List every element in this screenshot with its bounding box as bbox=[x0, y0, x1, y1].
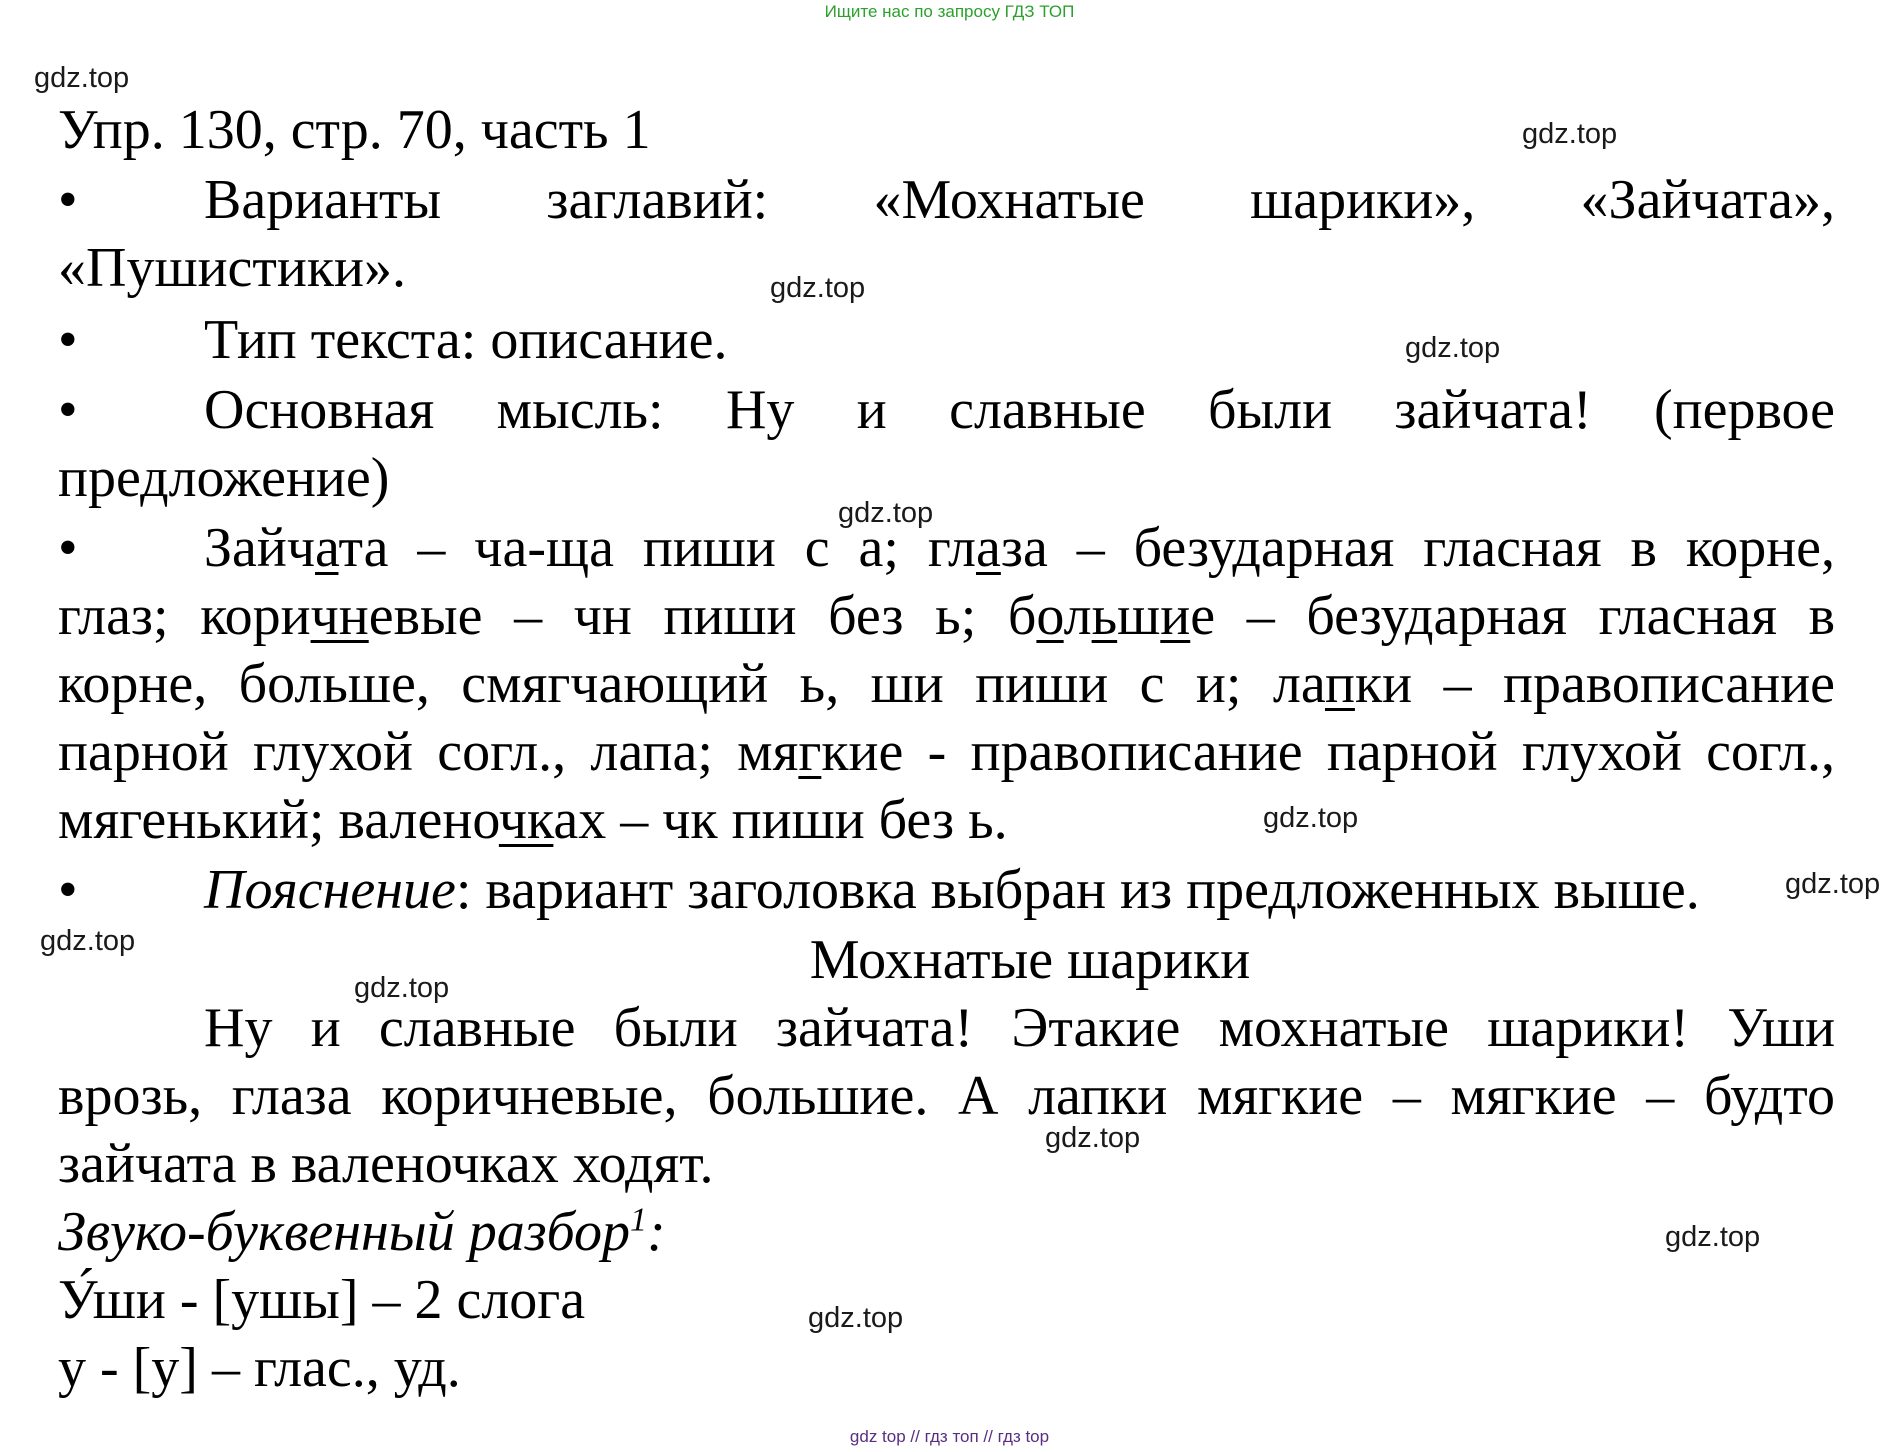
bullet: • bbox=[58, 517, 78, 579]
spelling-line3: корне, больше, смягчающий ь, ши пиши с и; лапки – правописание bbox=[58, 653, 1836, 715]
explanation: Пояснение: вариант заголовка выбран из предложенных выше. bbox=[204, 859, 1700, 921]
text-type: Тип текста: описание. bbox=[204, 309, 728, 371]
title-variants-line1: Варианты заглавий: «Мохнатые шарики», «Зайчата», bbox=[204, 169, 1836, 231]
bullet: • bbox=[58, 859, 78, 921]
watermark: gdz.top bbox=[1665, 1221, 1761, 1253]
footnote-mark: 1 bbox=[630, 1201, 648, 1239]
bullet: • bbox=[58, 379, 78, 441]
story-title: Мохнатые шарики bbox=[809, 929, 1251, 991]
story-line2: врозь, глаза коричневые, большие. А лапки мягкие – мягкие – будто bbox=[58, 1065, 1835, 1127]
analysis-heading: Звуко-буквенный разбор$^1$: bbox=[58, 1201, 666, 1263]
spelling-line2: глаз; коричневые – чн пиши без ь; большие – безударная гласная в bbox=[58, 585, 1836, 647]
watermark: gdz.top bbox=[1785, 868, 1881, 900]
analysis-line2: у - [у] – глас., уд. bbox=[58, 1337, 461, 1399]
watermark: gdz.top bbox=[808, 1302, 904, 1334]
story-line1: Ну и славные были зайчата! Этакие мохнатые шарики! Уши bbox=[204, 997, 1836, 1059]
bullet: • bbox=[58, 169, 78, 231]
watermark: gdz.top bbox=[354, 972, 450, 1004]
watermark: gdz.top bbox=[770, 272, 866, 304]
spelling-line5: мягенький; валеночках – чк пиши без ь. bbox=[58, 789, 1008, 851]
watermark: gdz.top bbox=[838, 497, 934, 529]
analysis-line1: У́ши - [ушы] – 2 слога bbox=[58, 1269, 586, 1331]
story-line3: зайчата в валеночках ходят. bbox=[58, 1133, 714, 1195]
watermark: gdz.top bbox=[40, 925, 136, 957]
explanation-label: Пояснение bbox=[204, 859, 456, 921]
footer-links[interactable]: gdz top // гдз топ // гдз top bbox=[849, 1427, 1050, 1446]
spelling-line4: парной глухой согл., лапа; мягкие - правописание парной глухой согл., bbox=[58, 721, 1836, 783]
spelling-line1: Зайчата – ча-ща пиши с а; глаза – безударная гласная в корне, bbox=[204, 517, 1836, 579]
bullet: • bbox=[58, 309, 78, 371]
watermark: gdz.top bbox=[1405, 332, 1501, 364]
main-idea-line2: предложение) bbox=[58, 447, 390, 509]
main-idea-line1: Основная мысль: Ну и славные были зайчата! (первое bbox=[204, 379, 1836, 441]
title-variants-line2: «Пушистики». bbox=[58, 237, 407, 299]
watermark: gdz.top bbox=[34, 62, 130, 94]
watermark: gdz.top bbox=[1045, 1122, 1141, 1154]
top-banner[interactable]: Ищите нас по запросу ГДЗ ТОП bbox=[824, 2, 1075, 21]
exercise-title: Упр. 130, стр. 70, часть 1 bbox=[58, 99, 651, 161]
watermark: gdz.top bbox=[1522, 118, 1618, 150]
watermark: gdz.top bbox=[1263, 802, 1359, 834]
